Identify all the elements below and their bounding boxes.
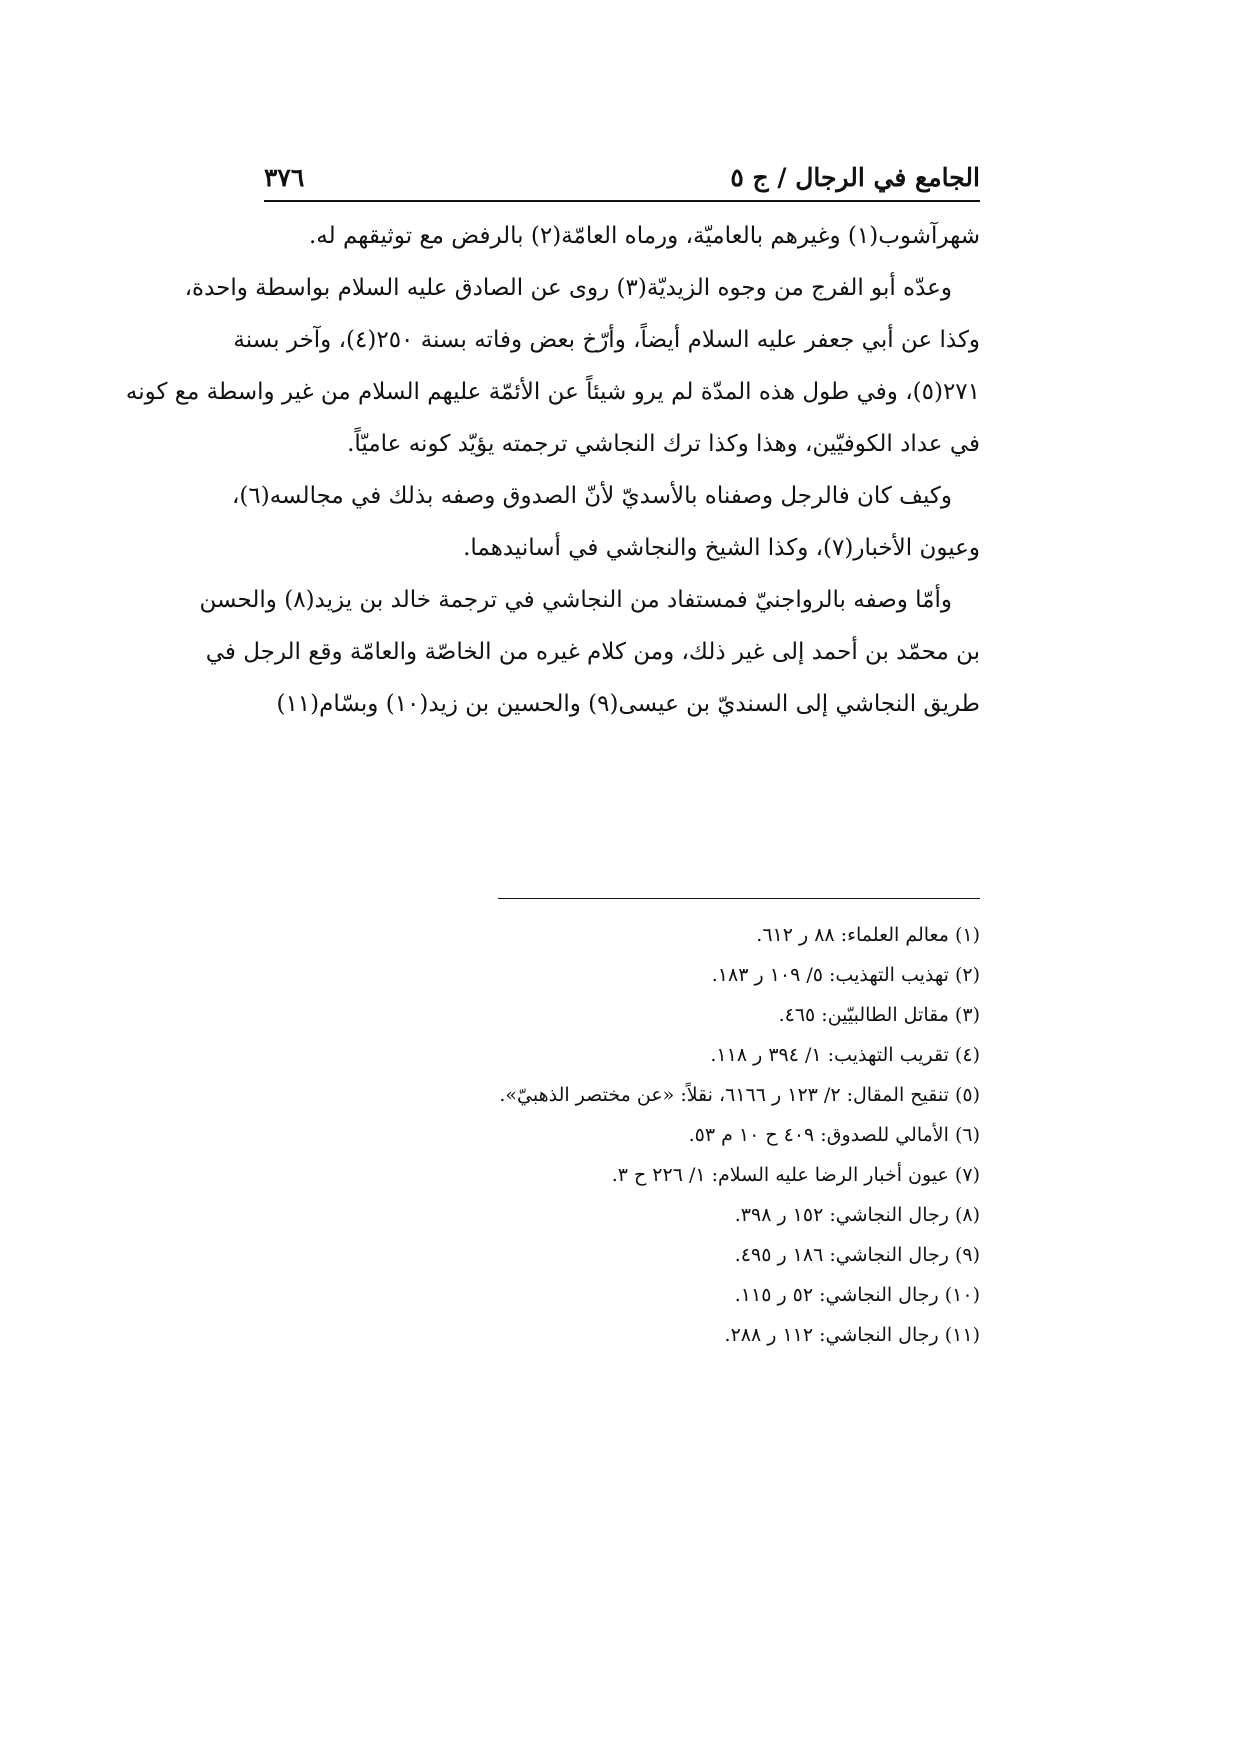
text-line: وكيف كان فالرجل وصفناه بالأسديّ لأنّ الصدوق وصفه بذلك في مجالسه(٦)، bbox=[231, 483, 952, 509]
footnote: (٨) رجال النجاشي: ١٥٢ ر ٣٩٨. bbox=[734, 1204, 980, 1226]
footnotes bbox=[264, 915, 980, 1355]
footnote: (٤) تقريب التهذيب: ١/ ٣٩٤ ر ١١٨. bbox=[710, 1044, 980, 1066]
page-number: ٣٧٦ bbox=[264, 163, 305, 192]
header-rule bbox=[264, 200, 980, 202]
text-line: في عداد الكوفيّين، وهذا وكذا ترك النجاشي ترجمته يؤيّد كونه عاميّاً. bbox=[347, 431, 980, 457]
footnote: (٦) الأمالي للصدوق: ٤٠٩ ح ١٠ م ٥٣. bbox=[688, 1124, 980, 1146]
text-line: وعيون الأخبار(٧)، وكذا الشيخ والنجاشي في أسانيدهما. bbox=[463, 535, 980, 561]
footnote: (٣) مقاتل الطالبيّين: ٤٦٥. bbox=[778, 1004, 980, 1026]
footnote: (١) معالم العلماء: ٨٨ ر ٦١٢. bbox=[756, 924, 980, 946]
page bbox=[125, 150, 980, 730]
footnote-rule bbox=[498, 898, 980, 899]
footnote: (٩) رجال النجاشي: ١٨٦ ر ٤٩٥. bbox=[734, 1244, 980, 1266]
footnote: (٥) تنقيح المقال: ٢/ ١٢٣ ر ٦١٦٦، نقلاً: «عن مختصر الذهبيّ». bbox=[499, 1084, 980, 1106]
running-title: الجامع في الرجال / ج ٥ bbox=[730, 163, 980, 192]
text-line: وكذا عن أبي جعفر عليه السلام أيضاً، وأرّخ بعض وفاته بسنة ٢٥٠(٤)، وآخر بسنة bbox=[233, 327, 980, 353]
main-text bbox=[125, 210, 980, 730]
footnote: (٢) تهذيب التهذيب: ٥/ ١٠٩ ر ١٨٣. bbox=[711, 964, 980, 986]
text-line: طريق النجاشي إلى السنديّ بن عيسى(٩) والحسين بن زيد(١٠) وبسّام(١١) bbox=[276, 691, 980, 717]
text-line: ٢٧١(٥)، وفي طول هذه المدّة لم يرو شيئاً عن الأئمّة عليهم السلام من غير واسطة مع كونه bbox=[125, 379, 980, 405]
text-line: بن محمّد بن أحمد إلى غير ذلك، ومن كلام غيره من الخاصّة والعامّة وقع الرجل في bbox=[205, 639, 980, 665]
footnote: (٧) عيون أخبار الرضا عليه السلام: ١/ ٢٢٦ ح ٣. bbox=[611, 1164, 980, 1186]
page-header bbox=[264, 150, 980, 192]
text-line: وأمّا وصفه بالرواجنيّ فمستفاد من النجاشي في ترجمة خالد بن يزيد(٨) والحسن bbox=[199, 587, 952, 613]
text-line: شهرآشوب(١) وغيرهم بالعاميّة، ورماه العامّة(٢) بالرفض مع توثيقهم له. bbox=[308, 223, 980, 249]
footnote: (١٠) رجال النجاشي: ٥٢ ر ١١٥. bbox=[734, 1284, 980, 1306]
text-line: وعدّه أبو الفرج من وجوه الزيديّة(٣) روى عن الصادق عليه السلام بواسطة واحدة، bbox=[184, 275, 952, 301]
footnote: (١١) رجال النجاشي: ١١٢ ر ٢٨٨. bbox=[724, 1324, 980, 1346]
